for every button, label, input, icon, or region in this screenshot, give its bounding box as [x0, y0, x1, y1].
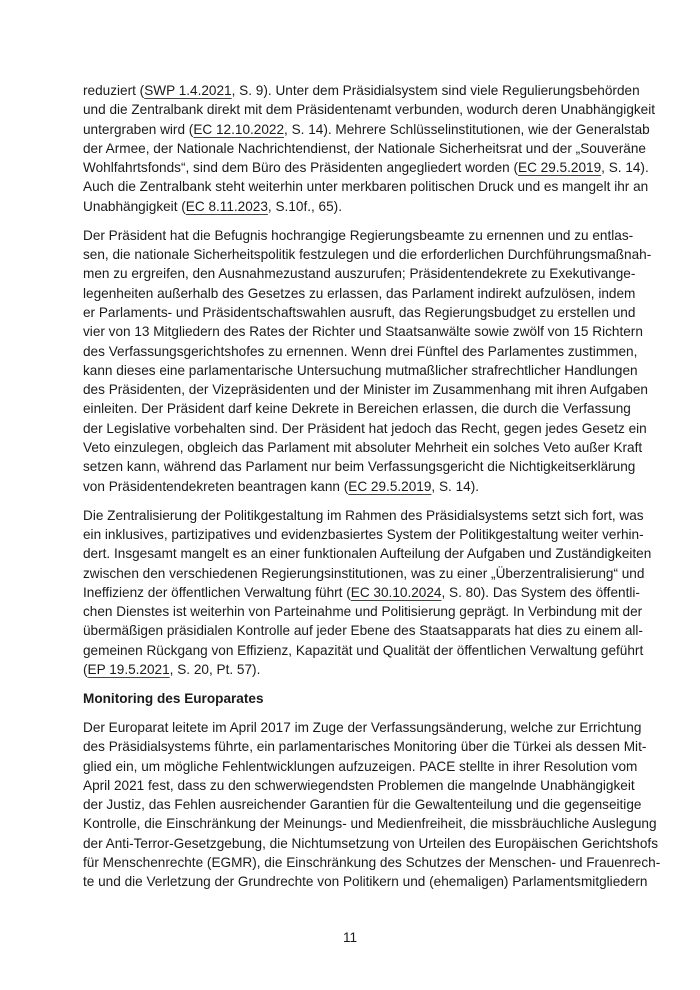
text-line — [83, 100, 656, 119]
text-run: , S. 20, Pt. 57). — [169, 661, 261, 677]
text-run: Unabhängigkeit ( — [83, 198, 186, 214]
text-run: men zu ergreifen, den Ausnahmezustand auszurufen; Präsidentendekrete zu Exekutivange- — [83, 266, 636, 282]
text-run: Wohlfahrtsfonds“, sind dem Büro des Präsidenten angegliedert worden ( — [83, 160, 518, 176]
text-run: übermäßigen präsidialen Kontrolle auf jeder Ebene des Staatsapparats hat dies zu einem all- — [83, 623, 643, 639]
text-run: Kontrolle, die Einschränkung der Meinungs- und Medienfreiheit, die missbräuchliche Auslegung — [83, 816, 657, 832]
text-run: sen, die nationale Sicherheitspolitik festzulegen und die erforderlichen Durchführungsmaßnah- — [83, 247, 652, 263]
citation-link[interactable]: EC 29.5.2019 — [348, 478, 432, 494]
section-heading: Monitoring des Europarates — [83, 690, 264, 706]
text-line — [83, 602, 643, 621]
text-line — [83, 342, 638, 361]
text-line — [83, 139, 646, 158]
document-body — [83, 81, 661, 901]
text-line — [83, 380, 648, 399]
text-line — [83, 757, 638, 776]
citation-link[interactable]: EC 8.11.2023 — [185, 198, 268, 214]
text-run: te und die Verletzung der Grundrechte von Politikern und (ehemaligen) Parlamentsmitgliedern — [83, 874, 648, 890]
text-line — [83, 438, 643, 457]
text-line — [83, 120, 650, 139]
text-run: glied ein, um mögliche Fehlentwicklungen aufzuzeigen. PACE stellte in ihrer Resolution vom — [83, 758, 638, 774]
page-number: 11 — [342, 930, 358, 945]
text-line — [83, 544, 652, 563]
text-run: der Legislative vorbehalten sind. Der Präsident hat jedoch das Recht, gegen jedes Gesetz ein — [83, 420, 647, 436]
text-run: dert. Insgesamt mangelt es an einer funktionalen Aufteilung der Aufgaben und Zuständigkeiten — [83, 546, 652, 562]
paragraph — [83, 506, 652, 680]
paragraph — [83, 81, 656, 216]
text-run: von Präsidentendekreten beantragen kann ( — [83, 478, 349, 494]
text-run: gemeinen Rückgang von Effizienz, Kapazität und Qualität der öffentlichen Verwaltung geführt — [83, 642, 644, 658]
text-run: Ineffizienz der öffentlichen Verwaltung führt ( — [83, 584, 351, 600]
text-run: untergraben wird ( — [83, 121, 194, 137]
text-line — [83, 197, 618, 216]
text-line — [83, 158, 649, 177]
text-run: , S. 80). Das System des öffentli- — [441, 584, 640, 600]
text-line — [83, 177, 649, 196]
citation-link[interactable]: SWP 1.4.2021 — [144, 83, 232, 98]
citation-link[interactable]: EC 29.5.2019 — [518, 160, 602, 176]
text-run: des Präsidenten, der Vizepräsidenten und der Minister im Zusammenhang mit ihren Aufgaben — [83, 382, 648, 398]
text-run: , S.10f., 65). — [267, 198, 342, 214]
text-line — [83, 853, 661, 872]
text-line — [83, 399, 631, 418]
text-run: Der Präsident hat die Befugnis hochrangige Regierungsbeamte zu ernennen und zu entlas- — [83, 227, 634, 243]
text-line — [83, 419, 647, 438]
paragraph — [83, 718, 661, 892]
text-run: April 2021 fest, dass zu den schwerwiegendsten Problemen die mangelnde Unabhängigkeit — [83, 777, 635, 793]
text-run: , S. 14). — [431, 478, 480, 494]
text-run: , S. 14). — [601, 160, 649, 176]
text-run: für Menschenrechte (EGMR), die Einschränkung des Schutzes der Menschen- und Frauenrech- — [83, 855, 661, 871]
text-line — [83, 564, 645, 583]
text-line — [83, 718, 642, 737]
text-line — [83, 264, 636, 283]
citation-link[interactable]: EC 12.10.2022 — [193, 121, 285, 137]
citation-link[interactable]: EP 19.5.2021 — [87, 661, 170, 677]
text-line — [83, 477, 618, 496]
text-run: setzen kann, während das Parlament nur beim Verfassungsgericht die Nichtigkeitserklärung — [83, 459, 636, 475]
text-run: Veto einzulegen, obgleich das Parlament mit absoluter Mehrheit ein solches Veto außer Kraft — [83, 440, 643, 456]
text-run: der Justiz, das Fehlen ausreichender Garantien für die Gewaltenteilung und die gegenseitige — [83, 797, 642, 813]
citation-link[interactable]: EC 30.10.2024 — [350, 584, 442, 600]
text-line — [83, 583, 640, 602]
text-line — [83, 660, 618, 679]
text-run: , S. 9). Unter dem Präsidialsystem sind viele Regulierungsbehörden — [231, 83, 640, 98]
text-run: und die Zentralbank direkt mit dem Präsidentenamt verbunden, wodurch deren Unabhängigkeit — [83, 102, 656, 118]
text-run: vier von 13 Mitgliedern des Rates der Richter und Staatsanwälte sowie zwölf von 15 Richtern — [83, 324, 643, 340]
text-line — [83, 226, 634, 245]
text-line — [83, 834, 659, 853]
text-line — [83, 506, 644, 525]
text-line — [83, 245, 652, 264]
text-run: , S. 14). Mehrere Schlüsselinstitutionen, wie der Generalstab — [284, 121, 650, 137]
text-run: legenheiten außerhalb des Gesetzes zu erlassen, das Parlament indirekt aufzulösen, indem — [83, 285, 636, 301]
text-run: Der Europarat leitete im April 2017 im Zuge der Verfassungsänderung, welche zur Errichtung — [83, 719, 642, 735]
text-line — [83, 641, 644, 660]
text-run: der Anti-Terror-Gesetzgebung, die Nichtumsetzung von Urteilen des Europäischen Gerichtshofs — [83, 835, 659, 851]
text-line — [83, 814, 657, 833]
text-run: einleiten. Der Präsident darf keine Dekrete in Bereichen erlassen, die durch die Verfassung — [83, 401, 631, 417]
text-line — [83, 284, 636, 303]
text-line — [83, 525, 644, 544]
text-run: des Verfassungsgerichtshofes zu ernennen. Wenn drei Fünftel des Parlamentes zustimmen, — [83, 343, 638, 359]
text-line — [83, 322, 643, 341]
text-run: Auch die Zentralbank steht weiterhin unter merkbaren politischen Druck und es mangelt ihr an — [83, 179, 649, 195]
text-line — [83, 872, 648, 891]
text-line — [83, 776, 635, 795]
text-run: zwischen den verschiedenen Regierungsinstitutionen, was zu einer „Überzentralisierung“ und — [83, 565, 645, 581]
text-run: der Armee, der Nationale Nachrichtendienst, der Nationale Sicherheitsrat und der „Souveräne — [83, 140, 646, 156]
paragraph — [83, 226, 652, 496]
text-run: kann dieses eine parlamentarische Untersuchung mutmaßlicher strafrechtlicher Handlungen — [83, 362, 638, 378]
text-line — [83, 361, 638, 380]
text-line — [83, 457, 636, 476]
text-line — [83, 81, 640, 100]
text-run: chen Dienstes ist weiterhin von Parteinahme und Politisierung geprägt. In Verbindung mit der — [83, 604, 643, 620]
text-run: Die Zentralisierung der Politikgestaltung im Rahmen des Präsidialsystems setzt sich fort, was — [83, 507, 644, 523]
text-line — [83, 795, 642, 814]
text-run: er Parlaments- und Präsidentschaftswahlen ausruft, das Regierungsbudget zu erstellen und — [83, 304, 636, 320]
text-line — [83, 737, 647, 756]
text-run: ein inklusives, partizipatives und evidenzbasiertes System der Politikgestaltung weiter verhin- — [83, 526, 644, 542]
text-run: reduziert ( — [83, 83, 145, 98]
text-run: ( — [83, 661, 88, 677]
text-line — [83, 303, 636, 322]
text-line — [83, 621, 643, 640]
text-run: des Präsidialsystems führte, ein parlamentarisches Monitoring über die Türkei als dessen Mit- — [83, 739, 647, 755]
